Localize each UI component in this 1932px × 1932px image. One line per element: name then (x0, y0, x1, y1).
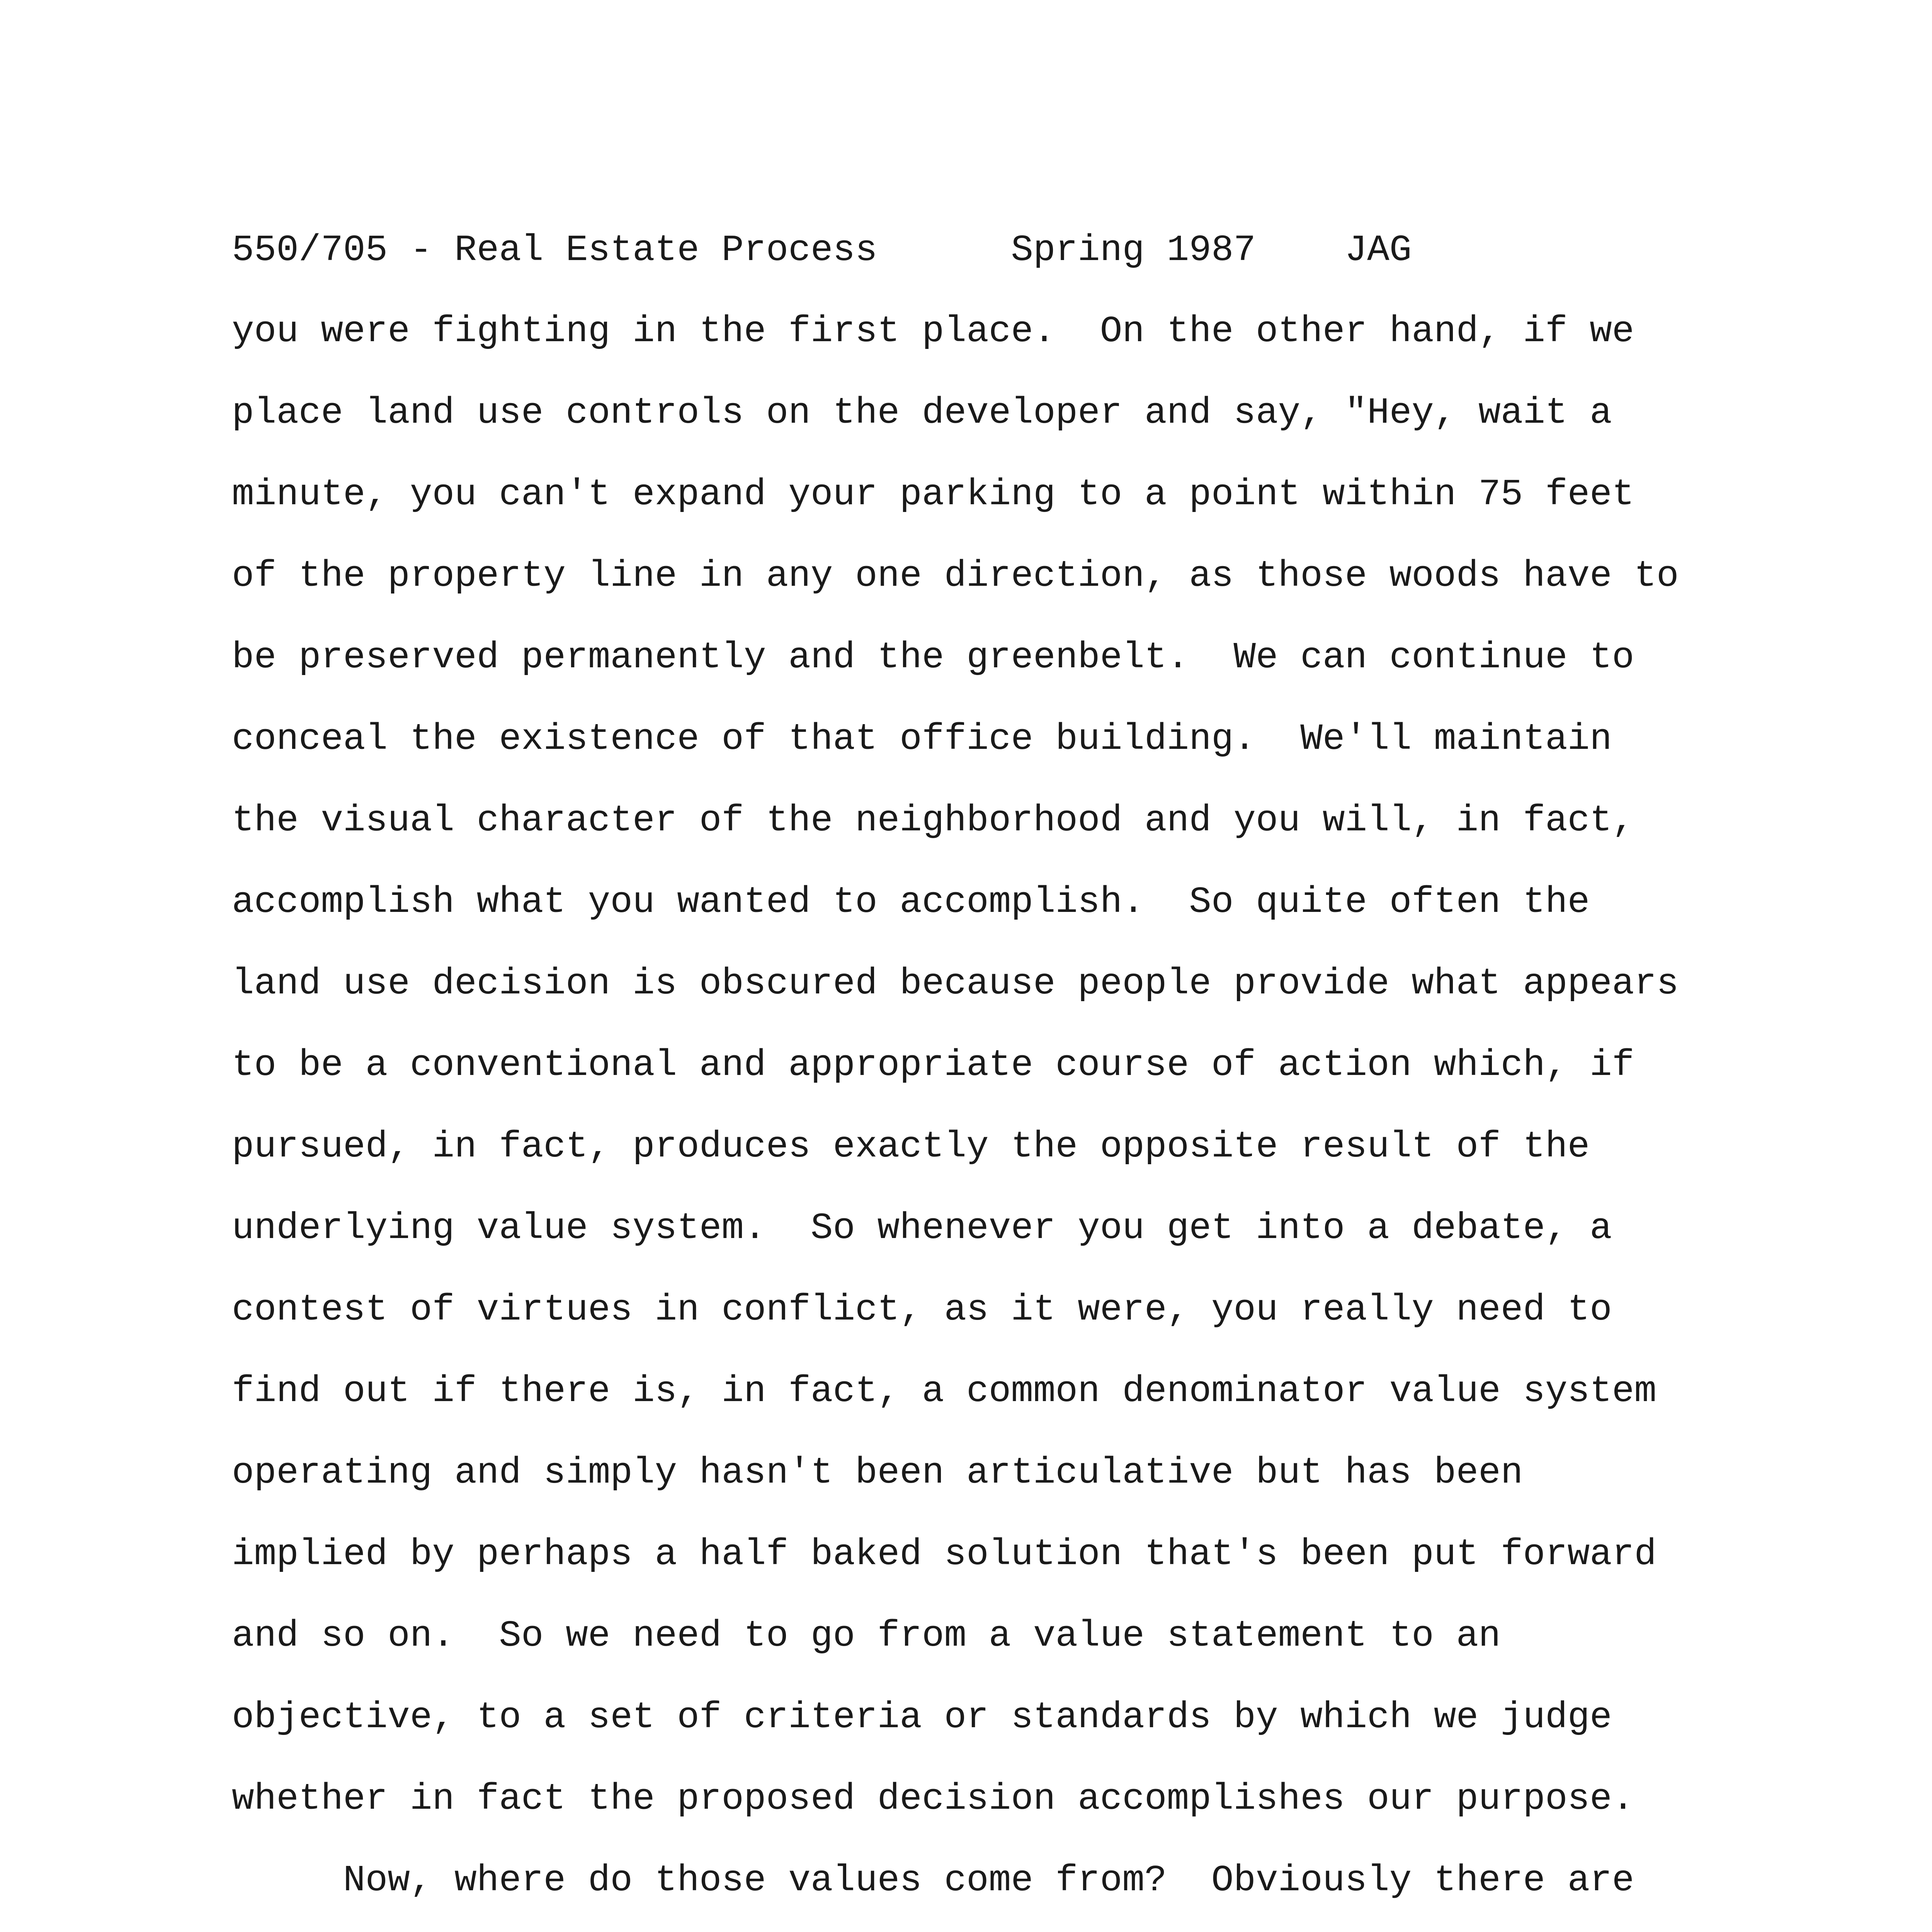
text-line: operating and simply hasn't been articulative but has been (232, 1452, 1523, 1494)
text-line: place land use controls on the developer and say, "Hey, wait a (232, 392, 1612, 434)
text-line: pursued, in fact, produces exactly the opposite result of the (232, 1126, 1590, 1168)
text-line: whether in fact the proposed decision accomplishes our purpose. (232, 1778, 1634, 1820)
text-line: conceal the existence of that office building. We'll maintain (232, 718, 1612, 760)
text-line: be preserved permanently and the greenbelt. We can continue to (232, 636, 1634, 679)
text-line: land use decision is obscured because people provide what appears (232, 963, 1679, 1005)
text-line: you were fighting in the first place. On the other hand, if we (232, 310, 1634, 352)
text-line: to be a conventional and appropriate course of action which, if (232, 1044, 1634, 1086)
text-line: and so on. So we need to go from a value statement to an (232, 1615, 1501, 1657)
text-line: the visual character of the neighborhood and you will, in fact, (232, 799, 1634, 842)
text-line: accomplish what you wanted to accomplish. So quite often the (232, 881, 1590, 923)
text-line: implied by perhaps a half baked solution that's been put forward (232, 1533, 1656, 1575)
text-line: objective, to a set of criteria or standards by which we judge (232, 1696, 1612, 1738)
text-line: Now, where do those values come from? Obviously there are (232, 1859, 1634, 1901)
text-line: minute, you can't expand your parking to a point within 75 feet (232, 473, 1634, 515)
text-line: of the property line in any one direction, as those woods have to (232, 555, 1679, 597)
text-line: find out if there is, in fact, a common denominator value system (232, 1370, 1656, 1412)
text-line: contest of virtues in conflict, as it were, you really need to (232, 1289, 1612, 1331)
text-line: underlying value system. So whenever you get into a debate, a (232, 1207, 1612, 1249)
page-header: 550/705 - Real Estate Process Spring 1987 JAG (232, 229, 1412, 271)
